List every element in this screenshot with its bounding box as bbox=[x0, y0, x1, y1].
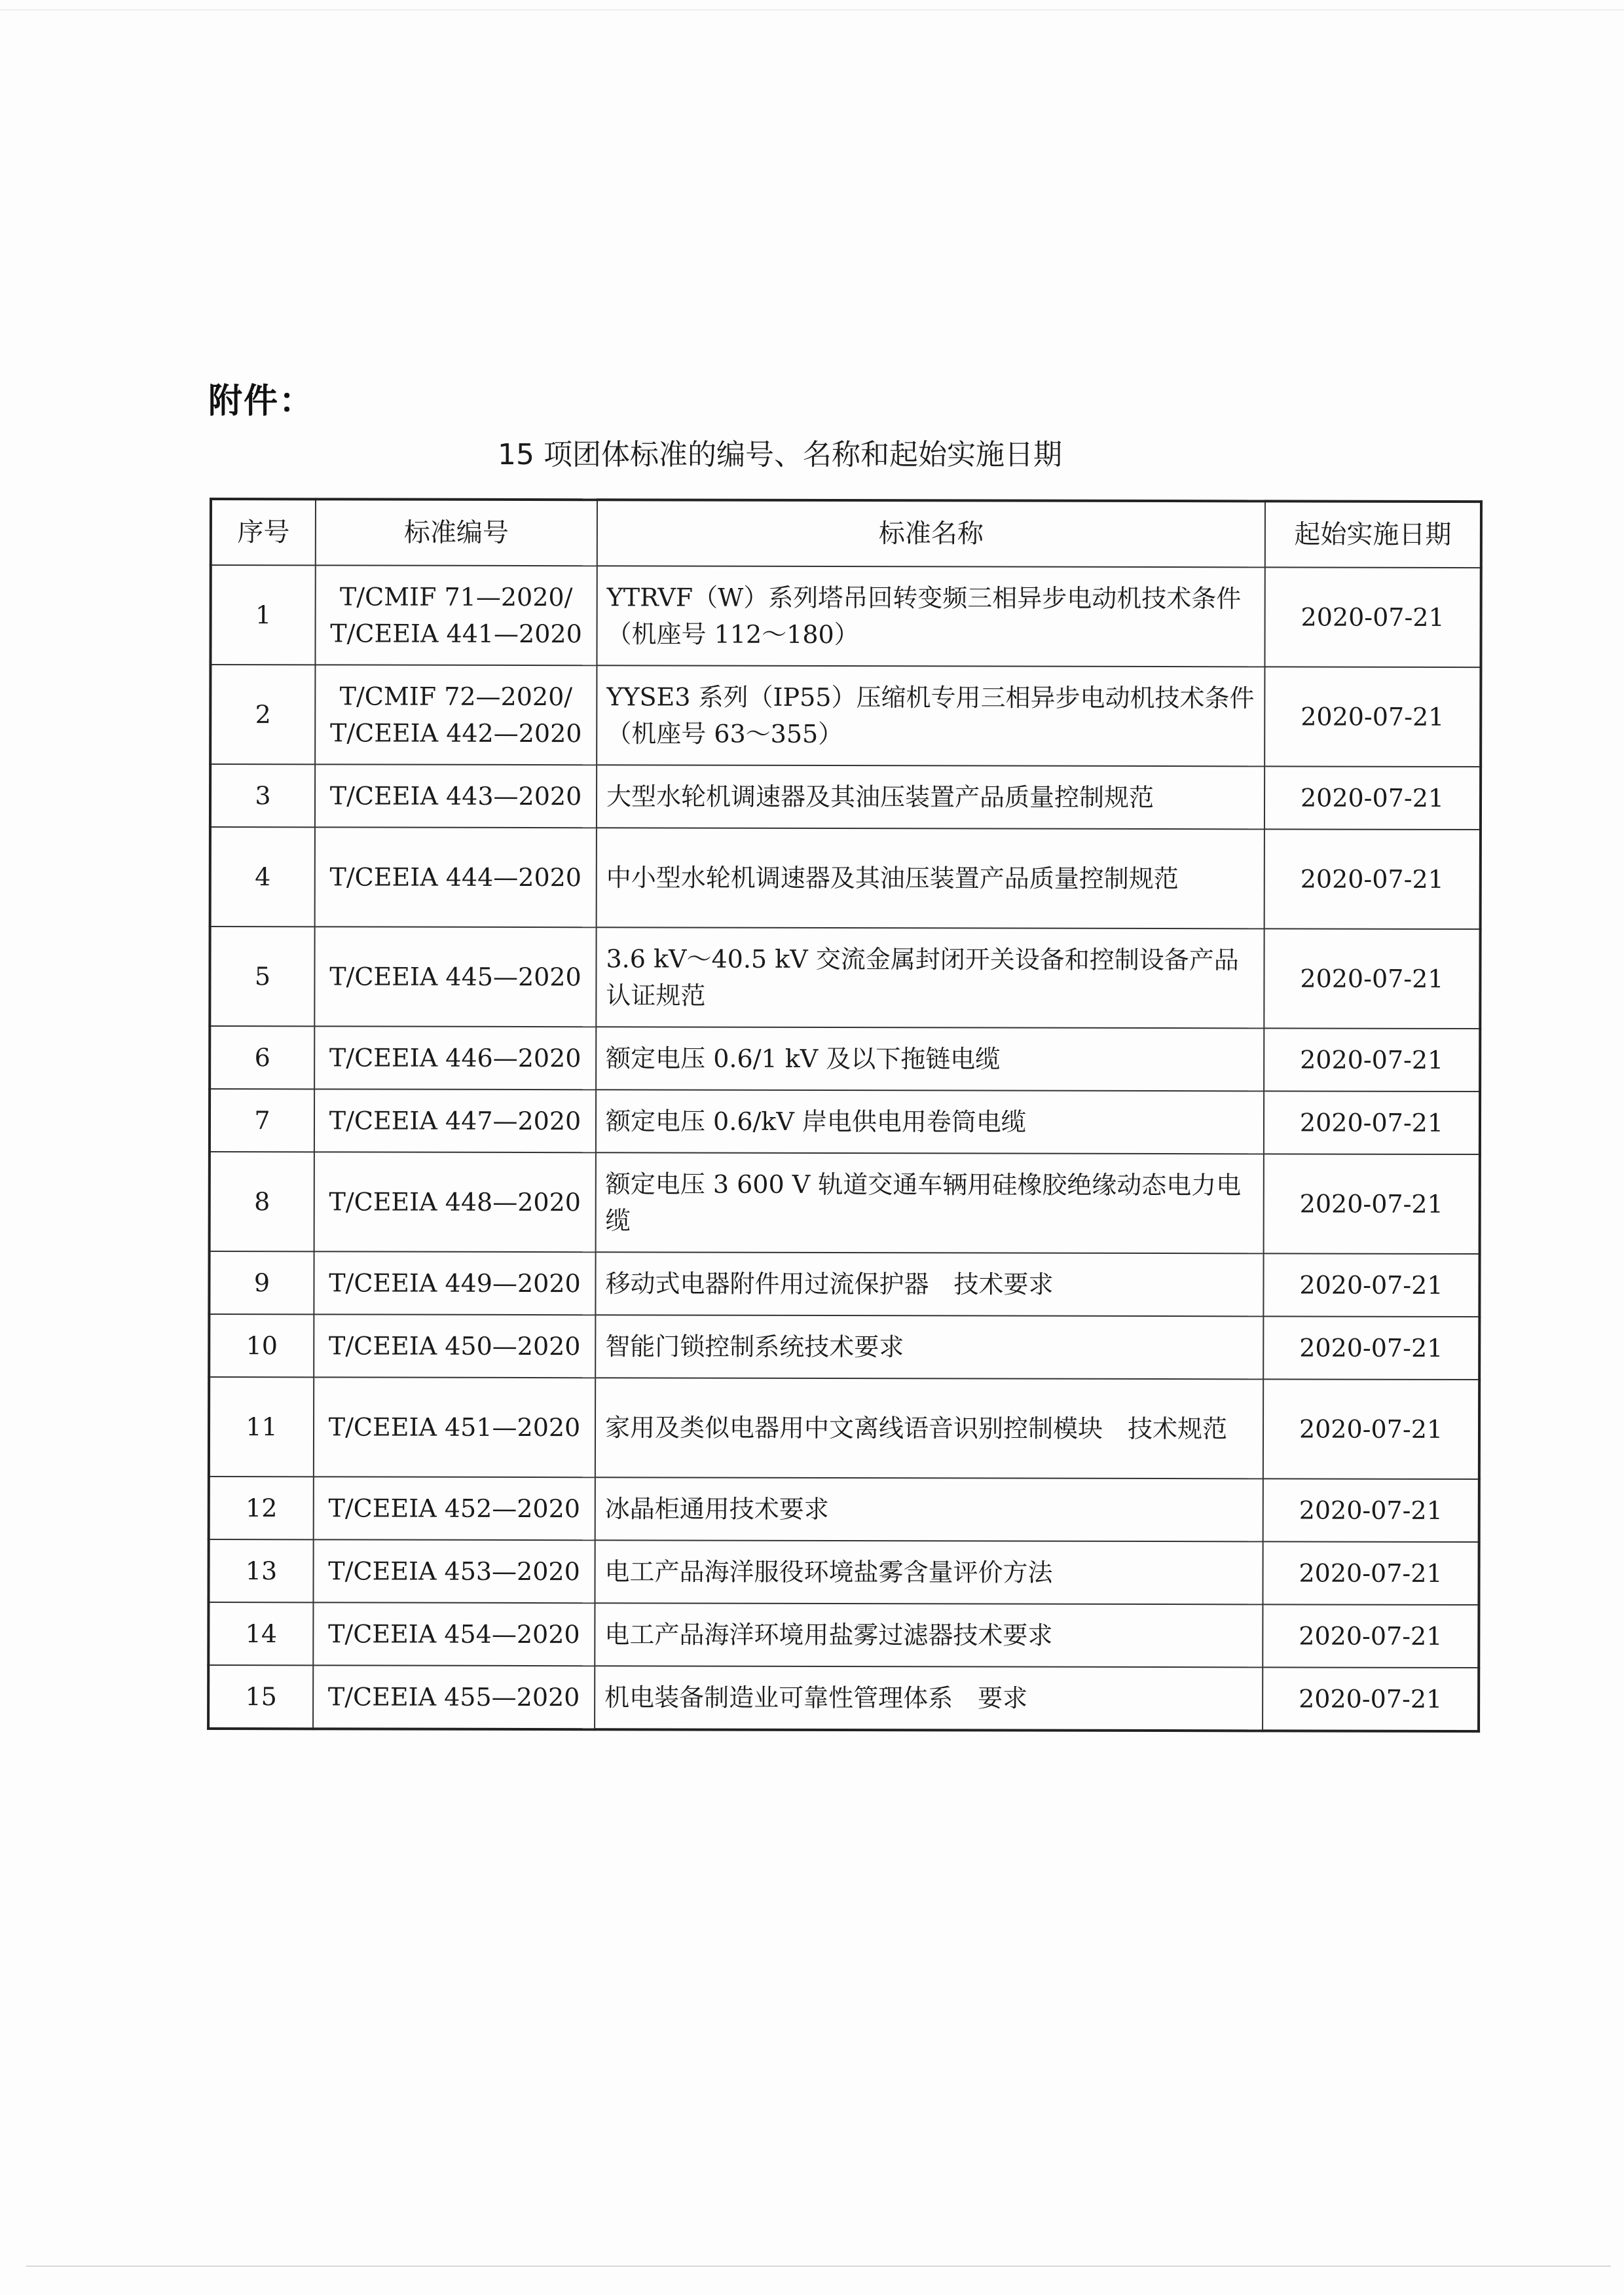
table-row bbox=[208, 1539, 1479, 1605]
table-row bbox=[210, 827, 1481, 929]
table-row bbox=[210, 927, 1480, 1029]
cell-no: 2 bbox=[210, 665, 315, 764]
cell-code-line: T/CEEIA 446—2020 bbox=[329, 1043, 581, 1073]
header-no: 序号 bbox=[211, 499, 316, 565]
standards-table bbox=[207, 498, 1483, 1733]
cell-name: 电工产品海洋服役环境盐雾含量评价方法 bbox=[595, 1540, 1263, 1604]
header-name: 标准名称 bbox=[597, 500, 1265, 567]
cell-date: 2020-07-21 bbox=[1264, 829, 1481, 929]
page-title: 15 项团体标准的编号、名称和起始实施日期 bbox=[498, 438, 1062, 471]
cell-no: 7 bbox=[210, 1089, 314, 1152]
table-row bbox=[208, 1602, 1479, 1668]
cell-date: 2020-07-21 bbox=[1264, 928, 1480, 1029]
cell-code bbox=[315, 827, 597, 927]
cell-date: 2020-07-21 bbox=[1264, 1154, 1480, 1254]
cell-name: 机电装备制造业可靠性管理体系 要求 bbox=[595, 1666, 1263, 1731]
table-row bbox=[210, 665, 1481, 767]
table-row bbox=[209, 1251, 1479, 1317]
table-row bbox=[210, 1089, 1480, 1154]
table-row bbox=[209, 1314, 1479, 1380]
cell-code bbox=[315, 565, 597, 665]
cell-code-line: T/CEEIA 450—2020 bbox=[328, 1331, 581, 1361]
cell-code bbox=[314, 1251, 595, 1315]
attachment-label: 附件： bbox=[208, 382, 315, 421]
cell-name: YTRVF（W）系列塔吊回转变频三相异步电动机技术条件（机座号 112～180） bbox=[597, 566, 1264, 667]
cell-no: 15 bbox=[208, 1665, 313, 1729]
cell-code bbox=[313, 1539, 595, 1603]
cell-no: 3 bbox=[210, 764, 315, 827]
cell-code bbox=[314, 1314, 595, 1378]
table-row bbox=[210, 565, 1481, 667]
cell-code-line: T/CEEIA 445—2020 bbox=[329, 962, 581, 992]
cell-name: 3.6 kV～40.5 kV 交流金属封闭开关设备和控制设备产品认证规范 bbox=[596, 927, 1264, 1028]
table-body bbox=[208, 565, 1481, 1731]
cell-date: 2020-07-21 bbox=[1263, 1478, 1479, 1542]
cell-date: 2020-07-21 bbox=[1264, 1028, 1480, 1092]
table-row bbox=[209, 1377, 1479, 1479]
cell-code bbox=[313, 1665, 595, 1729]
cell-name: YYSE3 系列（IP55）压缩机专用三相异步电动机技术条件（机座号 63～355） bbox=[597, 665, 1264, 766]
cell-code-line: T/CMIF 72—2020/ bbox=[339, 682, 573, 712]
cell-name: 家用及类似电器用中文离线语音识别控制模块 技术规范 bbox=[595, 1378, 1263, 1478]
cell-date: 2020-07-21 bbox=[1264, 766, 1481, 830]
cell-date: 2020-07-21 bbox=[1264, 667, 1481, 767]
cell-name: 智能门锁控制系统技术要求 bbox=[595, 1315, 1263, 1379]
cell-code-line: T/CEEIA 441—2020 bbox=[330, 619, 582, 649]
cell-no: 9 bbox=[209, 1251, 314, 1314]
cell-date: 2020-07-21 bbox=[1263, 1316, 1479, 1380]
cell-name: 中小型水轮机调速器及其油压装置产品质量控制规范 bbox=[597, 828, 1264, 928]
cell-code bbox=[313, 1602, 595, 1666]
cell-name: 额定电压 0.6/1 kV 及以下拖链电缆 bbox=[596, 1027, 1264, 1091]
cell-no: 5 bbox=[210, 927, 314, 1026]
table-row bbox=[210, 1026, 1480, 1092]
cell-date: 2020-07-21 bbox=[1263, 1253, 1479, 1317]
scan-edge-top bbox=[0, 9, 1624, 10]
cell-code bbox=[314, 1026, 596, 1090]
scan-edge-bottom bbox=[26, 2266, 1611, 2267]
table-row bbox=[209, 1477, 1479, 1542]
cell-code bbox=[314, 1477, 595, 1540]
cell-date: 2020-07-21 bbox=[1263, 1667, 1479, 1731]
cell-date: 2020-07-21 bbox=[1264, 567, 1481, 667]
cell-no: 4 bbox=[210, 827, 315, 927]
header-code: 标准编号 bbox=[316, 499, 597, 566]
cell-code-line: T/CEEIA 453—2020 bbox=[328, 1556, 580, 1587]
cell-date: 2020-07-21 bbox=[1263, 1379, 1479, 1479]
cell-name: 额定电压 0.6/kV 岸电供电用卷筒电缆 bbox=[596, 1090, 1264, 1154]
cell-no: 13 bbox=[208, 1539, 313, 1602]
cell-code bbox=[314, 927, 596, 1027]
cell-code bbox=[314, 1152, 596, 1252]
cell-code bbox=[315, 764, 597, 828]
cell-code-line: T/CMIF 71—2020/ bbox=[339, 582, 573, 612]
cell-name: 电工产品海洋环境用盐雾过滤器技术要求 bbox=[595, 1603, 1263, 1667]
cell-name: 大型水轮机调速器及其油压装置产品质量控制规范 bbox=[597, 765, 1264, 829]
cell-code-line: T/CEEIA 455—2020 bbox=[327, 1682, 580, 1712]
cell-code-line: T/CEEIA 452—2020 bbox=[328, 1494, 581, 1524]
table-row bbox=[210, 764, 1481, 830]
cell-name: 额定电压 3 600 V 轨道交通车辆用硅橡胶绝缘动态电力电缆 bbox=[596, 1152, 1264, 1253]
cell-no: 14 bbox=[208, 1602, 313, 1665]
cell-code-line: T/CEEIA 451—2020 bbox=[328, 1412, 581, 1442]
cell-code bbox=[314, 1377, 595, 1477]
table-row bbox=[210, 1152, 1480, 1254]
cell-no: 10 bbox=[209, 1314, 314, 1377]
header-date: 起始实施日期 bbox=[1265, 501, 1481, 568]
cell-date: 2020-07-21 bbox=[1264, 1091, 1480, 1154]
cell-code-line: T/CEEIA 449—2020 bbox=[329, 1268, 581, 1298]
cell-no: 6 bbox=[210, 1026, 314, 1089]
cell-code-line: T/CEEIA 448—2020 bbox=[329, 1187, 581, 1217]
cell-code-line: T/CEEIA 442—2020 bbox=[329, 718, 582, 748]
cell-code bbox=[315, 665, 597, 765]
cell-date: 2020-07-21 bbox=[1263, 1604, 1479, 1668]
cell-name: 移动式电器附件用过流保护器 技术要求 bbox=[595, 1252, 1263, 1316]
cell-code-line: T/CEEIA 443—2020 bbox=[329, 781, 582, 811]
cell-code-line: T/CEEIA 444—2020 bbox=[329, 862, 582, 892]
table-header-row bbox=[211, 499, 1481, 568]
table-row bbox=[208, 1665, 1479, 1731]
cell-no: 8 bbox=[210, 1152, 314, 1251]
cell-no: 12 bbox=[209, 1477, 314, 1539]
cell-name: 冰晶柜通用技术要求 bbox=[595, 1477, 1263, 1541]
cell-code-line: T/CEEIA 447—2020 bbox=[329, 1106, 581, 1136]
cell-date: 2020-07-21 bbox=[1263, 1541, 1479, 1605]
cell-code-line: T/CEEIA 454—2020 bbox=[328, 1619, 580, 1649]
cell-no: 1 bbox=[210, 565, 315, 665]
cell-no: 11 bbox=[209, 1377, 314, 1477]
cell-code bbox=[314, 1089, 596, 1152]
